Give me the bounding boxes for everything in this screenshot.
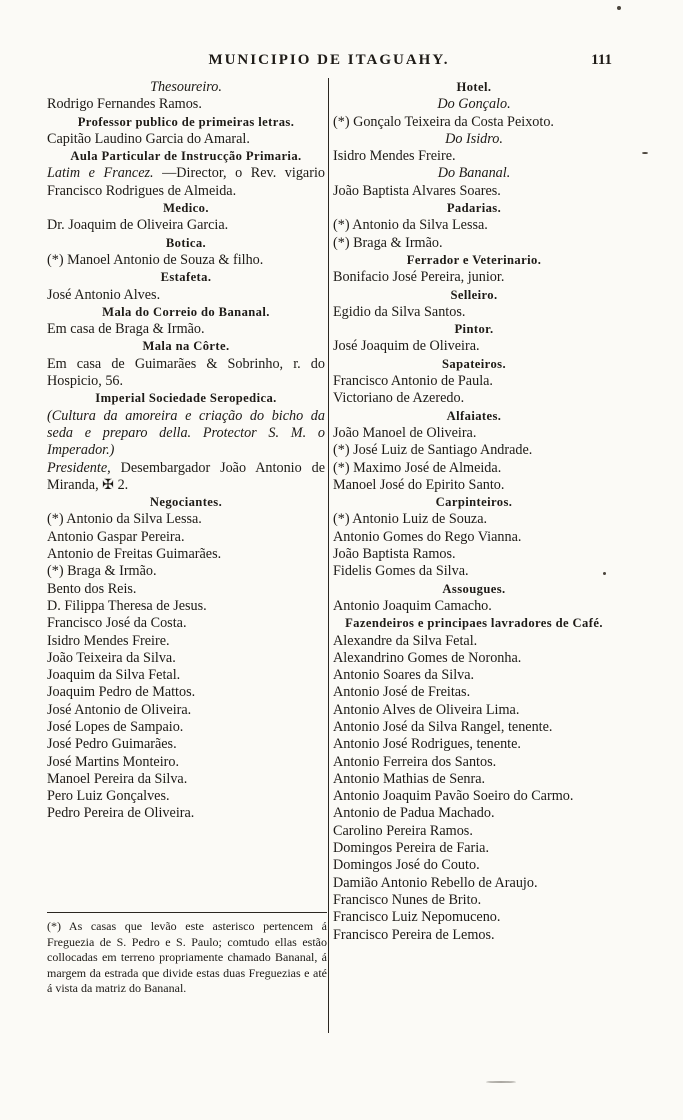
list-item: Antonio José Rodrigues, tenente.: [333, 736, 521, 753]
section-heading: Botica.: [165, 235, 207, 250]
section-heading: Negociantes.: [149, 495, 223, 510]
list-item: Joaquim Pedro de Mattos.: [47, 684, 196, 701]
list-item: (Cultura da amoreira e criação do bicho da seda e preparo della. Protector S. M. o Imperador.): [47, 407, 325, 459]
list-item: (*) Antonio da Silva Lessa.: [47, 511, 202, 528]
list-item-text: —Director, o Rev. vigario Francisco Rodrigues de Almeida.: [47, 165, 325, 199]
list-item: (*) Antonio Luiz de Souza.: [333, 511, 488, 528]
ink-speck: [642, 152, 648, 154]
list-item: José Antonio Alves.: [47, 286, 161, 303]
ink-speck: [617, 6, 621, 10]
list-item: Antonio José de Freitas.: [333, 684, 471, 701]
right-column: [333, 79, 615, 944]
list-item: Bento dos Reis.: [47, 580, 137, 597]
list-item: (*) Manoel Antonio de Souza & filho.: [47, 251, 264, 268]
footnote-rule: [47, 912, 327, 913]
list-item: Francisco Nunes de Brito.: [333, 891, 482, 908]
section-heading: Padarias.: [446, 201, 502, 216]
ink-speck: [603, 572, 606, 575]
list-item: Antonio Ferreira dos Santos.: [333, 753, 497, 770]
section-heading: Hotel.: [456, 80, 492, 94]
list-item: Em casa de Guimarães & Sobrinho, r. do Hospicio, 56.: [47, 355, 325, 390]
list-item: (*) José Luiz de Santiago Andrade.: [333, 442, 533, 459]
list-item-role: Latim e Francez.: [47, 165, 154, 182]
list-item: João Baptista Ramos.: [333, 546, 456, 563]
section-heading: Mala na Côrte.: [142, 339, 230, 354]
list-item: Domingos José do Couto.: [333, 857, 480, 874]
list-item: José Lopes de Sampaio.: [47, 718, 184, 735]
column-divider: [328, 78, 329, 1033]
footnote: [47, 912, 327, 997]
list-item: Antonio Alves de Oliveira Lima.: [333, 701, 520, 718]
list-item: Damião Antonio Rebello de Araujo.: [333, 874, 538, 891]
subsection-heading: Do Bananal.: [437, 165, 511, 182]
list-item: Antonio Joaquim Pavão Soeiro do Carmo.: [333, 788, 574, 805]
list-item: José Martins Monteiro.: [47, 753, 180, 770]
list-item: Francisco Antonio de Paula.: [333, 373, 493, 390]
footnote-text: (*) As casas que levão este asterisco pertencem á Freguezia de S. Pedro e S. Paulo; comtudo ellas estão collocadas em terreno propriamente chamado Bananal, á margem da estrada que divide estas duas Freguezias e até á vista da matriz do Bananal.: [47, 919, 327, 995]
list-item: [47, 460, 325, 495]
section-heading: Selleiro.: [450, 287, 498, 302]
list-item: Em casa de Braga & Irmão.: [47, 321, 205, 338]
list-item: Fidelis Gomes da Silva.: [333, 563, 469, 580]
list-item: [47, 165, 325, 200]
section-heading: Thesoureiro.: [150, 79, 222, 95]
page-header: [46, 52, 612, 76]
page-number: 111: [591, 52, 612, 68]
list-item: Bonifacio José Pereira, junior.: [333, 269, 505, 286]
section-heading: Estafeta.: [160, 270, 212, 285]
section-heading: Medico.: [163, 201, 209, 216]
list-item: Antonio de Freitas Guimarães.: [47, 546, 222, 563]
list-item: José Pedro Guimarães.: [47, 736, 177, 753]
section-heading: Mala do Correio do Bananal.: [102, 304, 270, 319]
list-item: Egidio da Silva Santos.: [333, 303, 466, 320]
list-item: José Antonio de Oliveira.: [47, 701, 192, 718]
list-item: João Teixeira da Silva.: [47, 649, 176, 666]
section-heading: Aula Particular de Instrucção Primaria.: [70, 149, 302, 164]
list-item: Manoel José do Epirito Santo.: [333, 476, 505, 493]
list-item: Antonio José da Silva Rangel, tenente.: [333, 718, 553, 735]
list-item: João Manoel de Oliveira.: [333, 424, 477, 441]
list-item: Antonio Soares da Silva.: [333, 667, 475, 684]
list-item: Pero Luiz Gonçalves.: [47, 788, 170, 805]
list-item: Antonio Joaquim Camacho.: [333, 597, 492, 614]
list-item: Rodrigo Fernandes Ramos.: [47, 96, 202, 113]
list-item: Victoriano de Azeredo.: [333, 390, 465, 407]
section-heading: Professor publico de primeiras letras.: [77, 114, 295, 129]
list-item: (*) Braga & Irmão.: [47, 563, 157, 580]
section-heading: Carpinteiros.: [435, 495, 513, 510]
list-item-text: Desembargador João Antonio de Miranda, ✠ 2.: [47, 459, 325, 493]
list-item-role: Presidente,: [47, 459, 111, 476]
list-item: (*) Antonio da Silva Lessa.: [333, 217, 488, 234]
list-item: João Baptista Alvares Soares.: [333, 182, 501, 199]
section-heading: Assougues.: [442, 581, 506, 596]
list-item: Manoel Pereira da Silva.: [47, 770, 188, 787]
list-item: Domingos Pereira de Faria.: [333, 840, 490, 857]
list-item: Antonio Gomes do Rego Vianna.: [333, 528, 522, 545]
list-item: Capitão Laudino Garcia do Amaral.: [47, 130, 250, 147]
section-heading: Pintor.: [454, 322, 494, 337]
list-item: José Joaquim de Oliveira.: [333, 338, 480, 355]
list-item: Antonio de Padua Machado.: [333, 805, 495, 822]
list-item: Antonio Gaspar Pereira.: [47, 528, 185, 545]
list-item: Alexandre da Silva Fetal.: [333, 632, 478, 649]
left-column: [47, 79, 325, 823]
list-item: Francisco José da Costa.: [47, 615, 187, 632]
list-item: Isidro Mendes Freire.: [333, 148, 456, 165]
list-item: Francisco Pereira de Lemos.: [333, 926, 495, 943]
section-heading: Fazendeiros e principaes lavradores de Café.: [345, 616, 603, 631]
subsection-heading: Do Gonçalo.: [437, 96, 511, 113]
list-item: D. Filippa Theresa de Jesus.: [47, 597, 207, 614]
section-heading: Ferrador e Veterinario.: [406, 252, 542, 267]
list-item: (*) Braga & Irmão.: [333, 234, 443, 251]
section-heading: Imperial Sociedade Seropedica.: [95, 391, 277, 406]
subsection-heading: Do Isidro.: [445, 130, 503, 147]
list-item: Joaquim da Silva Fetal.: [47, 667, 181, 684]
ink-speck: [486, 1081, 516, 1083]
list-item: Carolino Pereira Ramos.: [333, 822, 473, 839]
list-item: Isidro Mendes Freire.: [47, 632, 170, 649]
list-item: Francisco Luiz Nepomuceno.: [333, 909, 501, 926]
list-item: Pedro Pereira de Oliveira.: [47, 805, 195, 822]
list-item: Alexandrino Gomes de Noronha.: [333, 649, 522, 666]
page-title: MUNICIPIO DE ITAGUAHY.: [208, 52, 450, 68]
list-item: Dr. Joaquim de Oliveira Garcia.: [47, 217, 229, 234]
section-heading: Alfaiates.: [446, 408, 502, 423]
list-item: Antonio Mathias de Senra.: [333, 770, 486, 787]
list-item: (*) Gonçalo Teixeira da Costa Peixoto.: [333, 113, 554, 130]
section-heading: Sapateiros.: [442, 356, 506, 371]
list-item: (*) Maximo José de Almeida.: [333, 459, 502, 476]
